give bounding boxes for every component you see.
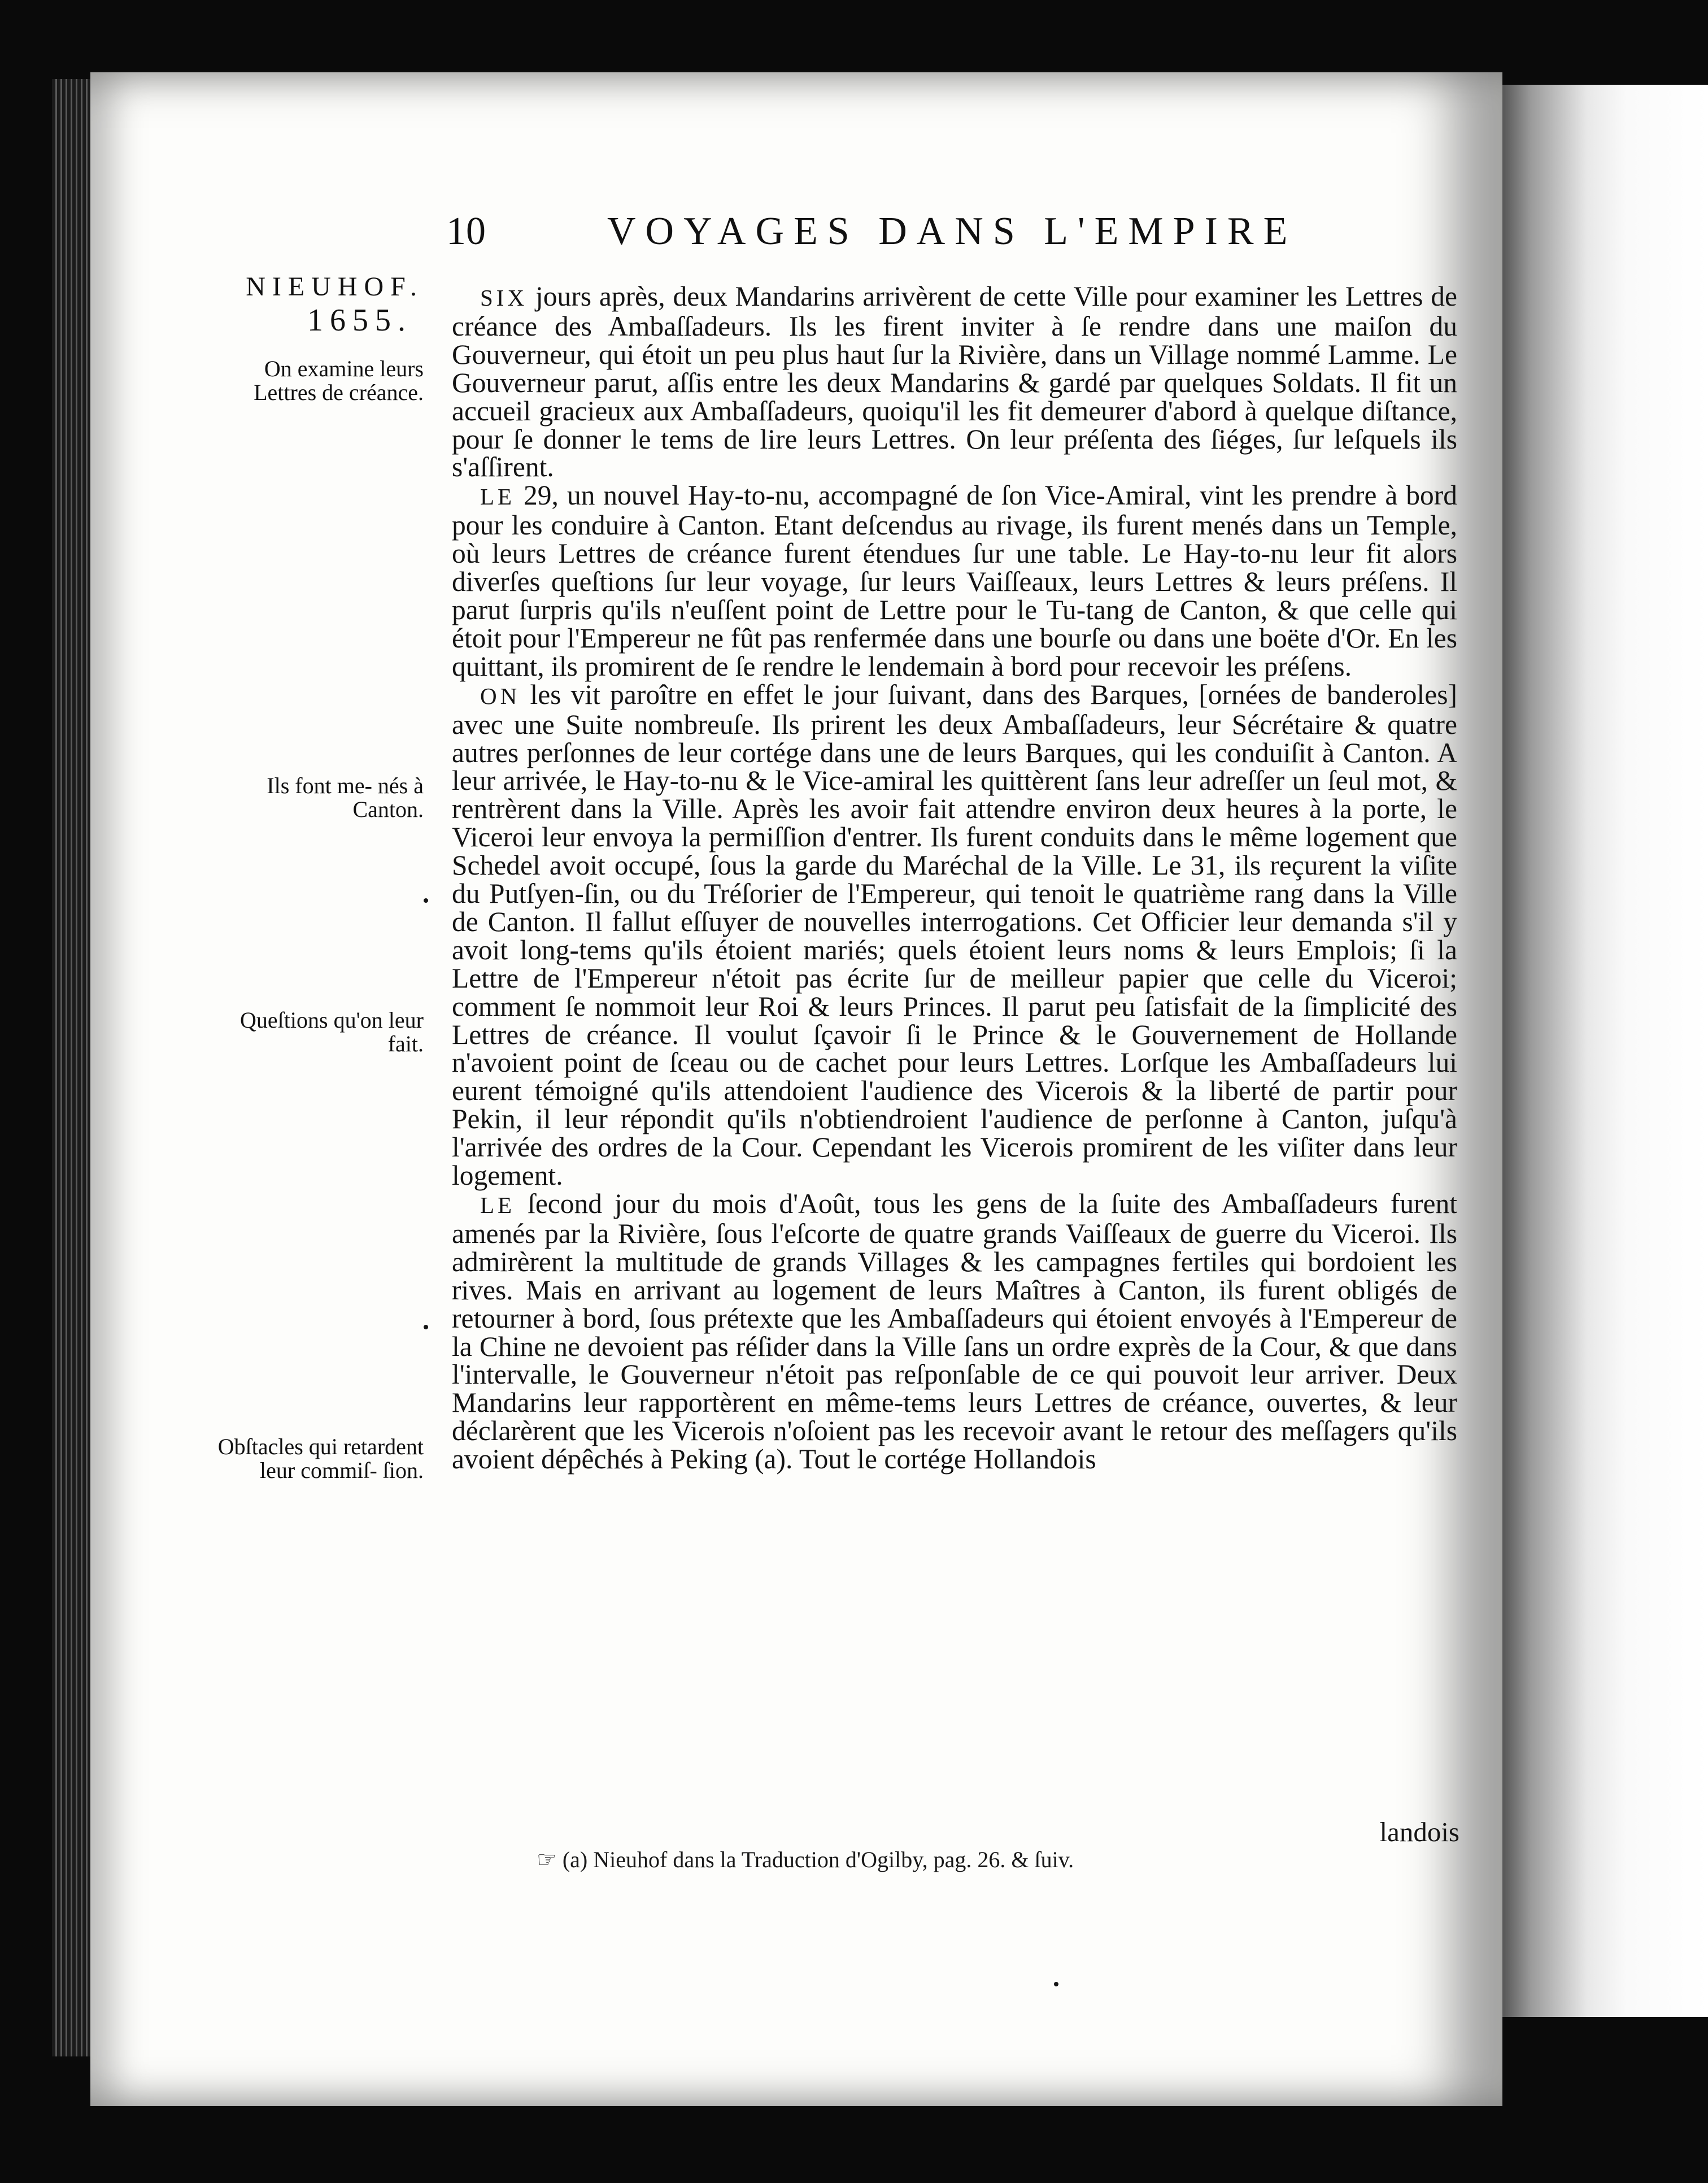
paragraph-3 bbox=[452, 681, 1457, 1190]
speck bbox=[424, 1325, 428, 1329]
facing-page bbox=[1491, 85, 1708, 2017]
paragraph-text: jours après, deux Mandarins arrivèrent de cette Ville pour examiner les Lettres de créance des Ambaſſadeurs. Ils les firent inviter à ſe rendre dans une maiſon du Gouverneur, qui étoit un peu plus haut ſur la Rivière, dans un Village nommé Lamme. Le Gouverneur parut, aſſis entre les deux Mandarins & gardé par quelques Soldats. Il fit un accueil gracieux aux Ambaſſadeurs, quoiqu'il les fit demeurer d'abord à quelque diſtance, pour ſe donner le tems de lire leurs Lettres. On leur préſenta des ſiéges, ſur leſquels ils s'aſſirent. bbox=[452, 281, 1457, 483]
paragraph-lead: ON bbox=[480, 682, 521, 709]
paragraph-4 bbox=[452, 1190, 1457, 1473]
paragraph-2 bbox=[452, 481, 1457, 680]
margin-note-obstacles: Obſtacles qui retardent leur commiſ- ſion. bbox=[217, 1434, 424, 1483]
running-head bbox=[446, 209, 1316, 266]
margin-author: NIEUHOF. bbox=[246, 272, 424, 302]
margin-note-canton: Ils font me- nés à Canton. bbox=[267, 773, 424, 822]
paragraph-text: 29, un nouvel Hay-to-nu, accompagné de ſon Vice-Amiral, vint les prendre à bord pour les conduire à Canton. Etant deſcendus au rivage, ils furent menés dans un Temple, où leurs Lettres de créance furent étendues ſur une table. Le Hay-to-nu leur fit alors diverſes queſtions ſur leur voyage, ſur leurs Vaiſſeaux, leurs Lettres & leurs préſens. Il parut ſurpris qu'ils n'euſſent point de Lettre pour le Tu-tang de Canton, & que celle qui étoit pour l'Empereur ne fût pas renfermée dans une bourſe ou dans une boëte d'Or. En les quittant, ils promirent de ſe rendre le lendemain à bord pour recevoir les préſens. bbox=[452, 480, 1457, 682]
margin-year: 1655. bbox=[307, 303, 412, 338]
paragraph-lead: LE bbox=[480, 484, 516, 510]
paragraph-text: les vit paroître en effet le jour ſuivant, dans des Barques, [ornées de banderoles] avec une Suite nombreuſe. Ils prirent les deux Ambaſſadeurs, leur Sécrétaire & quatre autres perſonnes de leur cortége dans une de leurs Barques, qui les conduiſit à Canton. A leur arrivée, le Hay-to-nu & le Vice-amiral les quittèrent ſans leur adreſſer un ſeul mot, & rentrèrent dans la Ville. Après les avoir fait attendre environ deux heures à la porte, le Viceroi leur envoya la permiſſion d'entrer. Ils furent conduits dans le même logement que Schedel avoit occupé, ſous la garde du Maréchal de la Ville. Le 31, ils reçurent la viſite du Putſyen-ſin, ou du Tréſorier de l'Empereur, qui tenoit le quatrième rang dans la Ville de Canton. Il fallut eſſuyer de nouvelles interrogations. Cet Officier leur demanda s'il y avoit long-tems qu'ils étoient mariés; quels étoient leurs noms & leurs Emplois; ſi la Lettre de l'Empereur n'étoit pas écrite ſur de meilleur papier que celle du Viceroi; comment ſe nommoit leur Roi & leurs Princes. Il parut peu ſatisfait de la ſimplicité des Lettres de créance. Il voulut ſçavoir ſi le Prince & le Gouvernement de Hollande n'avoient point de ſceau ou de cachet pour leurs Lettres. Lorſque les Ambaſſadeurs lui eurent témoigné qu'ils attendoient l'audience des Vicerois & la liberté de partir pour Pekin, il leur répondit qu'ils n'obtiendroient l'audience de perſonne à Canton, juſqu'à l'arrivée des ordres de la Cour. Cependant les Vicerois promirent de les viſiter dans leur logement. bbox=[452, 679, 1457, 1191]
margin-note-examine: On examine leurs Lettres de créance. bbox=[254, 356, 424, 405]
page-number: 10 bbox=[446, 210, 486, 253]
main-text bbox=[452, 282, 1457, 1473]
paragraph-text: ſecond jour du mois d'Août, tous les gens de la ſuite des Ambaſſadeurs furent amenés par la Rivière, ſous l'eſcorte de quatre grands Vaiſſeaux de guerre du Viceroi. Ils admirèrent la multitude de grands Villages & les campagnes fertiles qui bordoient les rives. Mais en arrivant au logement de leurs Maîtres à Canton, ils furent obligés de retourner à bord, ſous prétexte que les Ambaſſadeurs qui étoient envoyés à l'Empereur de la Chine ne devoient pas réſider dans la Ville ſans un ordre exprès de la Cour, & que dans l'intervalle, le Gouverneur n'étoit pas reſponſable de ce qui pouvoit leur arriver. Deux Mandarins leur rapportèrent en même-tems leurs Lettres de créance, ouvertes, & leur déclarèrent que les Vicerois n'oſoient pas les recevoir avant le retour des meſſagers qu'ils avoient dépêchés à Peking (a). Tout le cortége Hollandois bbox=[452, 1188, 1457, 1475]
margin-note-questions: Queſtions qu'on leur fait. bbox=[240, 1007, 424, 1056]
paragraph-lead: SIX bbox=[480, 285, 528, 311]
running-title: VOYAGES DANS L'EMPIRE bbox=[607, 210, 1297, 253]
speck bbox=[1054, 1982, 1058, 1986]
paragraph-lead: LE bbox=[480, 1192, 516, 1218]
catchword: landois bbox=[1379, 1816, 1459, 1847]
speck bbox=[424, 898, 428, 903]
footnote: ☞ (a) Nieuhof dans la Traduction d'Ogilby, pag. 26. & ſuiv. bbox=[537, 1847, 1074, 1872]
paragraph-1 bbox=[452, 282, 1457, 481]
